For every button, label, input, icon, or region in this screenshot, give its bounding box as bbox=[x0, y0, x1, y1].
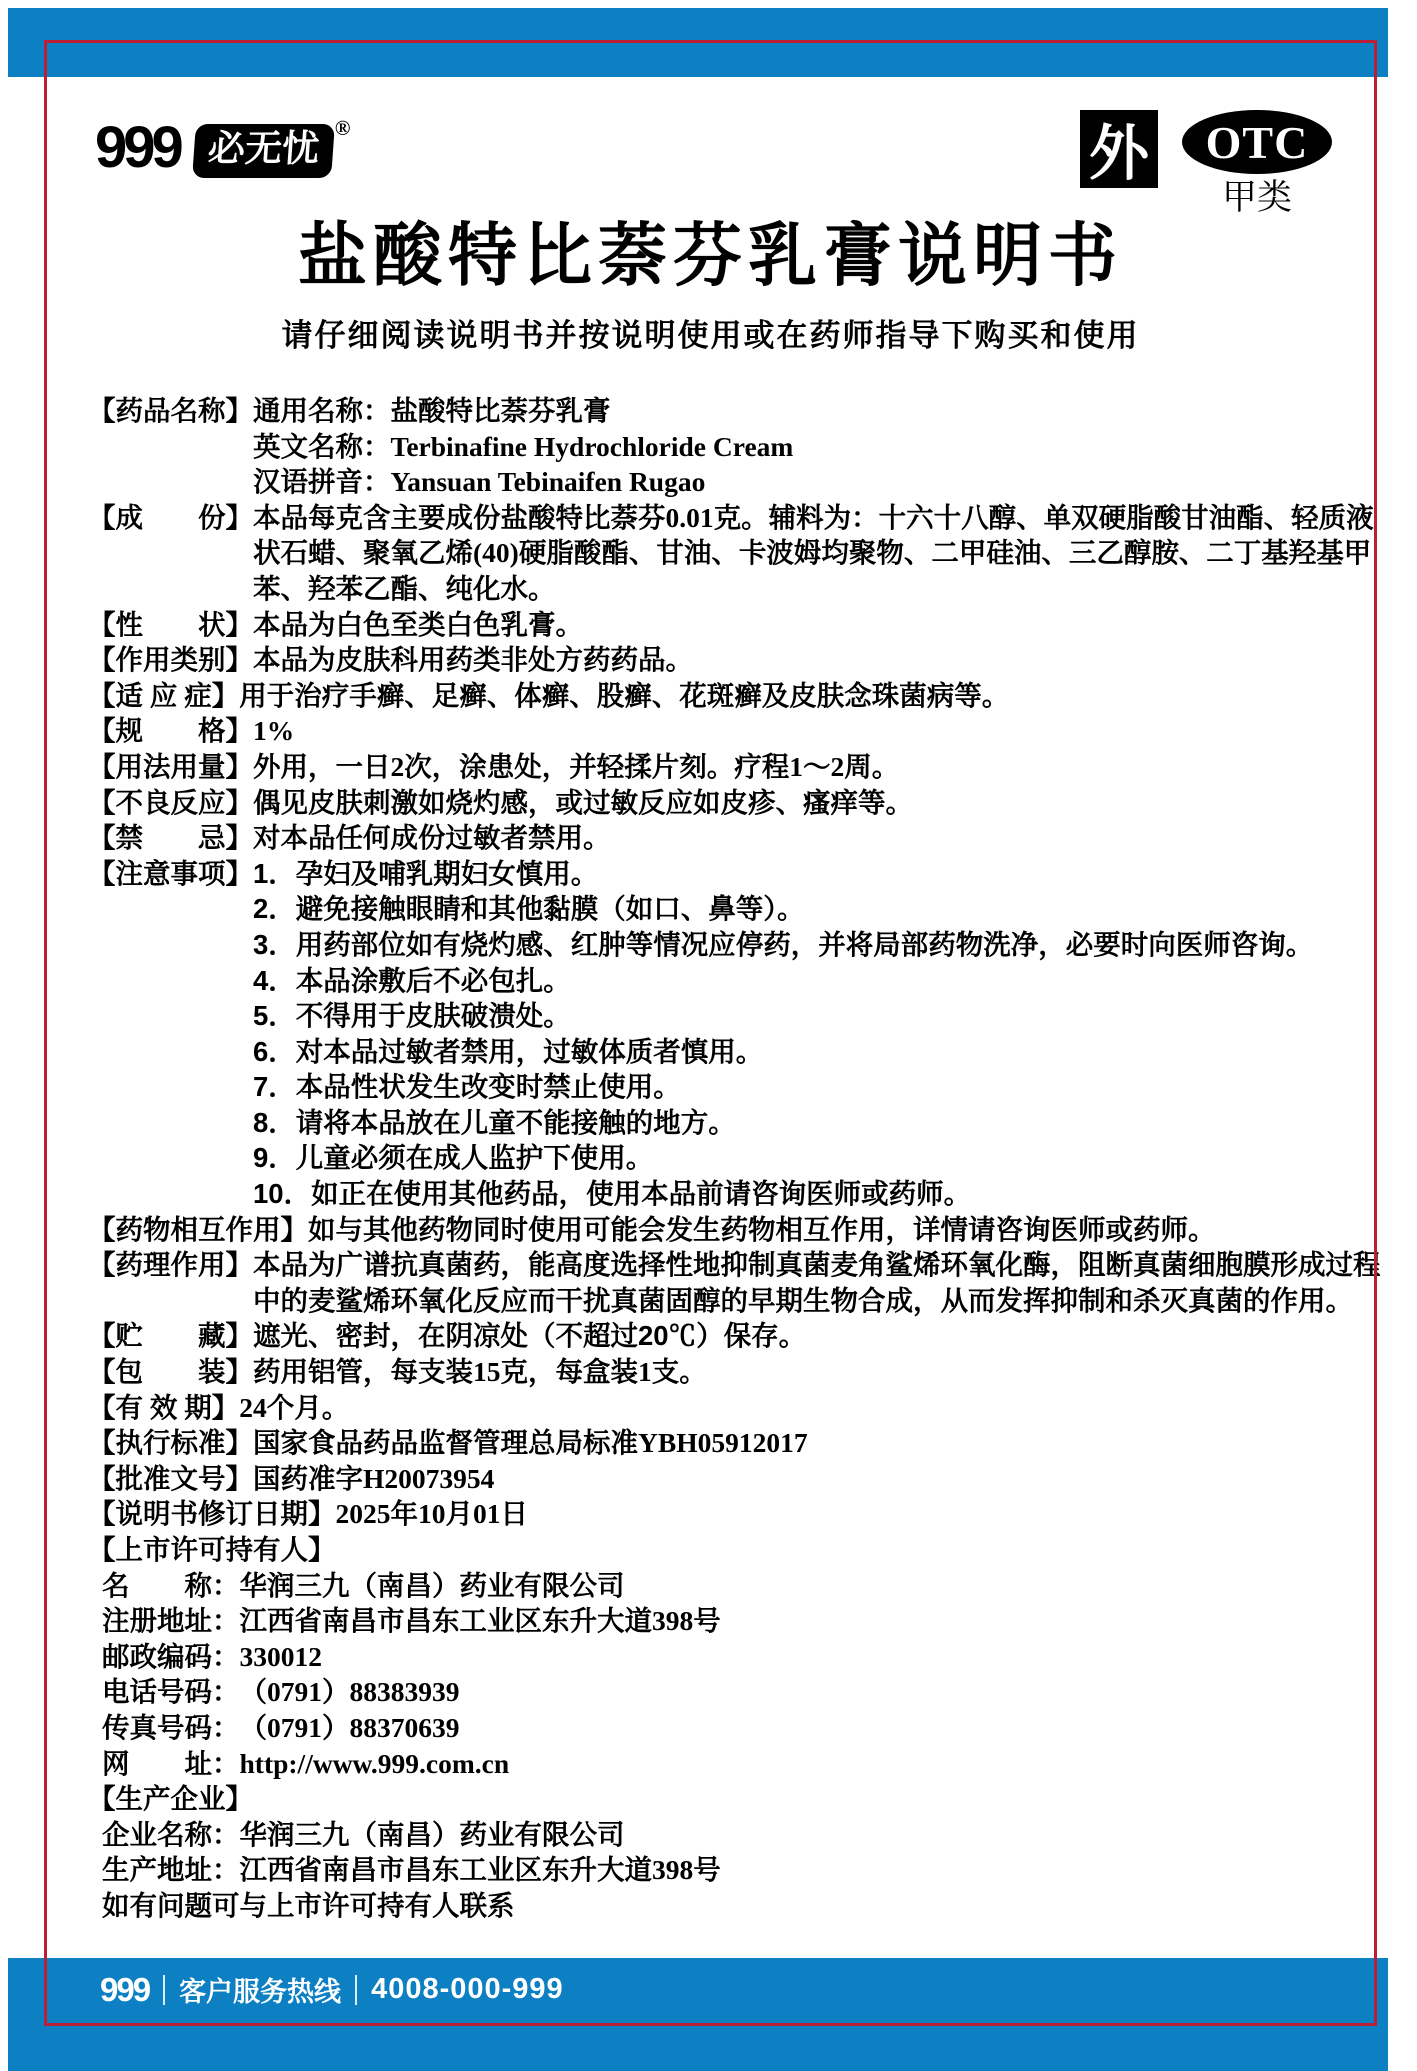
section-package bbox=[88, 1354, 1393, 1390]
field-value: 江西省南昌市昌东工业区东升大道398号 bbox=[239, 1605, 721, 1637]
section-ingredients bbox=[88, 500, 1393, 607]
precaution-item: 3．用药部位如有烧灼感、红肿等情况应停药，并将局部药物洗净，必要时向医师咨询。 bbox=[253, 928, 1314, 960]
field-label: 生产地址： bbox=[102, 1854, 240, 1886]
field-label: 网 址： bbox=[102, 1747, 240, 1779]
section-contraindication bbox=[88, 820, 1393, 856]
field-label: 传真号码： bbox=[102, 1711, 240, 1743]
mah-name-row bbox=[102, 1568, 1393, 1604]
section-content bbox=[253, 393, 1393, 500]
section-storage bbox=[88, 1318, 1393, 1354]
precaution-item: 5．不得用于皮肤破溃处。 bbox=[253, 1000, 571, 1032]
section-drug-name bbox=[88, 393, 1393, 500]
section-label: 【用法用量】 bbox=[88, 750, 253, 782]
section-label: 【性 状】 bbox=[88, 608, 253, 640]
section-validity bbox=[88, 1390, 1393, 1426]
section-revision-date bbox=[88, 1496, 1393, 1532]
mah-registered-address-row bbox=[102, 1603, 1393, 1639]
page-subtitle: 请仔细阅读说明书并按说明使用或在药师指导下购买和使用 bbox=[281, 318, 1140, 353]
section-content: 药用铝管，每支装15克，每盒装1支。 bbox=[253, 1356, 707, 1388]
generic-name: 通用名称：盐酸特比萘芬乳膏 bbox=[253, 395, 611, 426]
section-label: 【禁 忌】 bbox=[88, 822, 253, 854]
section-dosage bbox=[88, 749, 1393, 785]
section-label: 【不良反应】 bbox=[88, 786, 253, 818]
section-content: 偶见皮肤刺激如烧灼感，或过敏反应如皮疹、瘙痒等。 bbox=[253, 786, 913, 818]
section-label: 【贮 藏】 bbox=[88, 1320, 253, 1352]
section-content: 本品为皮肤科用药类非处方药药品。 bbox=[253, 644, 693, 676]
precaution-item: 10．如正在使用其他药品，使用本品前请咨询医师或药师。 bbox=[253, 1178, 972, 1210]
section-label: 【适 应 症】 bbox=[88, 679, 240, 711]
section-content: 如与其他药物同时使用可能会发生药物相互作用，详情请咨询医师或药师。 bbox=[308, 1213, 1216, 1245]
section-precautions bbox=[88, 856, 1393, 1212]
mah-fax-row bbox=[102, 1710, 1393, 1746]
english-name: 英文名称：Terbinafine Hydrochloride Cream bbox=[253, 430, 794, 462]
section-mah bbox=[88, 1532, 1393, 1568]
precaution-item: 8．请将本品放在儿童不能接触的地方。 bbox=[253, 1106, 736, 1138]
field-label: 注册地址： bbox=[102, 1605, 240, 1637]
section-content: 1% bbox=[253, 715, 295, 747]
section-content: 国药准字H20073954 bbox=[253, 1462, 495, 1494]
pinyin-name: 汉语拼音：Yansuan Tebinaifen Rugao bbox=[253, 466, 706, 498]
section-approval-number bbox=[88, 1461, 1393, 1497]
section-content: 本品为广谱抗真菌药，能高度选择性地抑制真菌麦角鲨烯环氧化酶，阻断真菌细胞膜形成过程中的麦鲨烯环氧化反应而干扰真菌固醇的早期生物合成，从而发挥抑制和杀灭真菌的作用。 bbox=[253, 1249, 1381, 1316]
external-use-badge: 外 bbox=[1080, 110, 1158, 188]
manufacturer-address-row bbox=[102, 1852, 1393, 1888]
mah-phone-row bbox=[102, 1674, 1393, 1710]
page-title: 盐酸特比萘芬乳膏说明书 bbox=[298, 218, 1123, 294]
section-content: 24个月。 bbox=[239, 1391, 350, 1423]
field-label: 邮政编码： bbox=[102, 1640, 240, 1672]
footer-hotline-number: 4008-000-999 bbox=[371, 1973, 564, 2005]
mah-website-row bbox=[102, 1746, 1393, 1782]
section-content bbox=[253, 1318, 1393, 1354]
section-content: 2025年10月01日 bbox=[335, 1498, 528, 1530]
section-indications bbox=[88, 678, 1393, 714]
section-strength bbox=[88, 713, 1393, 749]
section-label: 【规 格】 bbox=[88, 715, 253, 747]
precaution-item: 2．避免接触眼睛和其他黏膜（如口、鼻等）。 bbox=[253, 893, 805, 925]
section-label: 【成 份】 bbox=[88, 501, 253, 533]
precaution-item: 1．孕妇及哺乳期妇女慎用。 bbox=[253, 857, 599, 889]
footer-hotline-label: 客户服务热线 bbox=[179, 1977, 342, 2007]
brand-logo bbox=[95, 115, 351, 180]
storage-text: 遮光、密封，在阴凉处 bbox=[253, 1320, 528, 1352]
manufacturer-name-row bbox=[102, 1817, 1393, 1853]
brand-999-logo: 999 bbox=[95, 115, 180, 180]
precaution-item: 6．对本品过敏者禁用，过敏体质者慎用。 bbox=[253, 1035, 764, 1067]
section-manufacturer bbox=[88, 1781, 1393, 1817]
section-label: 【说明书修订日期】 bbox=[88, 1498, 336, 1530]
section-label: 【药品名称】 bbox=[88, 395, 253, 426]
section-standard bbox=[88, 1425, 1393, 1461]
section-label: 【上市许可持有人】 bbox=[88, 1534, 336, 1565]
field-value: 华润三九（南昌）药业有限公司 bbox=[239, 1818, 625, 1850]
otc-badge-group bbox=[1182, 110, 1332, 217]
field-label: 企业名称： bbox=[102, 1818, 240, 1850]
field-label: 名 称： bbox=[102, 1569, 240, 1601]
section-label: 【包 装】 bbox=[88, 1356, 253, 1388]
field-value: 华润三九（南昌）药业有限公司 bbox=[239, 1569, 625, 1601]
section-content: 本品每克含主要成份盐酸特比萘芬0.01克。辅料为：十六十八醇、单双硬脂酸甘油酯、轻质液状石蜡、聚氧乙烯(40)硬脂酸酯、甘油、卡波姆均聚物、二甲硅油、三乙醇胺、二丁基羟基甲苯、羟苯乙酯、纯化水。 bbox=[253, 501, 1374, 604]
brand-biwuyou-badge: 必无忧 bbox=[192, 124, 335, 178]
storage-text: 保存。 bbox=[723, 1320, 807, 1352]
section-category bbox=[88, 642, 1393, 678]
precaution-item: 7．本品性状发生改变时禁止使用。 bbox=[253, 1071, 681, 1103]
field-value: http://www.999.com.cn bbox=[239, 1747, 510, 1779]
section-content: 外用，一日2次，涂患处，并轻揉片刻。疗程1～2周。 bbox=[253, 750, 900, 782]
section-label: 【药理作用】 bbox=[88, 1249, 253, 1281]
insert-body bbox=[88, 393, 1393, 1924]
registered-trademark-icon: ® bbox=[334, 116, 351, 140]
otc-class-label: 甲类 bbox=[1221, 178, 1292, 217]
section-label: 【批准文号】 bbox=[88, 1462, 253, 1494]
section-label: 【有 效 期】 bbox=[88, 1391, 240, 1423]
section-pharmacology bbox=[88, 1247, 1393, 1318]
footer-999-logo: 999 bbox=[100, 1970, 150, 2008]
contact-note: 如有问题可与上市许可持有人联系 bbox=[102, 1889, 515, 1921]
section-content: 国家食品药品监督管理总局标准YBH05912017 bbox=[253, 1427, 808, 1459]
mah-postcode-row bbox=[102, 1639, 1393, 1675]
section-interactions bbox=[88, 1212, 1393, 1248]
otc-badge: OTC bbox=[1182, 110, 1332, 174]
section-adverse-reactions bbox=[88, 785, 1393, 821]
section-content bbox=[253, 856, 1393, 1212]
section-label: 【执行标准】 bbox=[88, 1427, 253, 1459]
section-label: 【药物相互作用】 bbox=[88, 1213, 308, 1245]
section-character bbox=[88, 607, 1393, 643]
section-label: 【注意事项】 bbox=[88, 857, 253, 889]
section-label: 【作用类别】 bbox=[88, 644, 253, 676]
section-content: 对本品任何成份过敏者禁用。 bbox=[253, 822, 611, 854]
precaution-item: 4．本品涂敷后不必包扎。 bbox=[253, 964, 571, 996]
section-content: 用于治疗手癣、足癣、体癣、股癣、花斑癣及皮肤念珠菌病等。 bbox=[239, 679, 1010, 711]
field-label: 电话号码： bbox=[102, 1676, 240, 1708]
section-content: 本品为白色至类白色乳膏。 bbox=[253, 608, 583, 640]
field-value: （0791）88370639 bbox=[239, 1711, 460, 1743]
section-label: 【生产企业】 bbox=[88, 1783, 253, 1815]
field-value: 江西省南昌市昌东工业区东升大道398号 bbox=[239, 1854, 721, 1886]
field-value: （0791）88383939 bbox=[239, 1676, 460, 1708]
field-value: 330012 bbox=[239, 1640, 322, 1672]
storage-temperature-limit: （不超过20℃） bbox=[528, 1320, 724, 1352]
precaution-item: 9．儿童必须在成人监护下使用。 bbox=[253, 1142, 654, 1174]
